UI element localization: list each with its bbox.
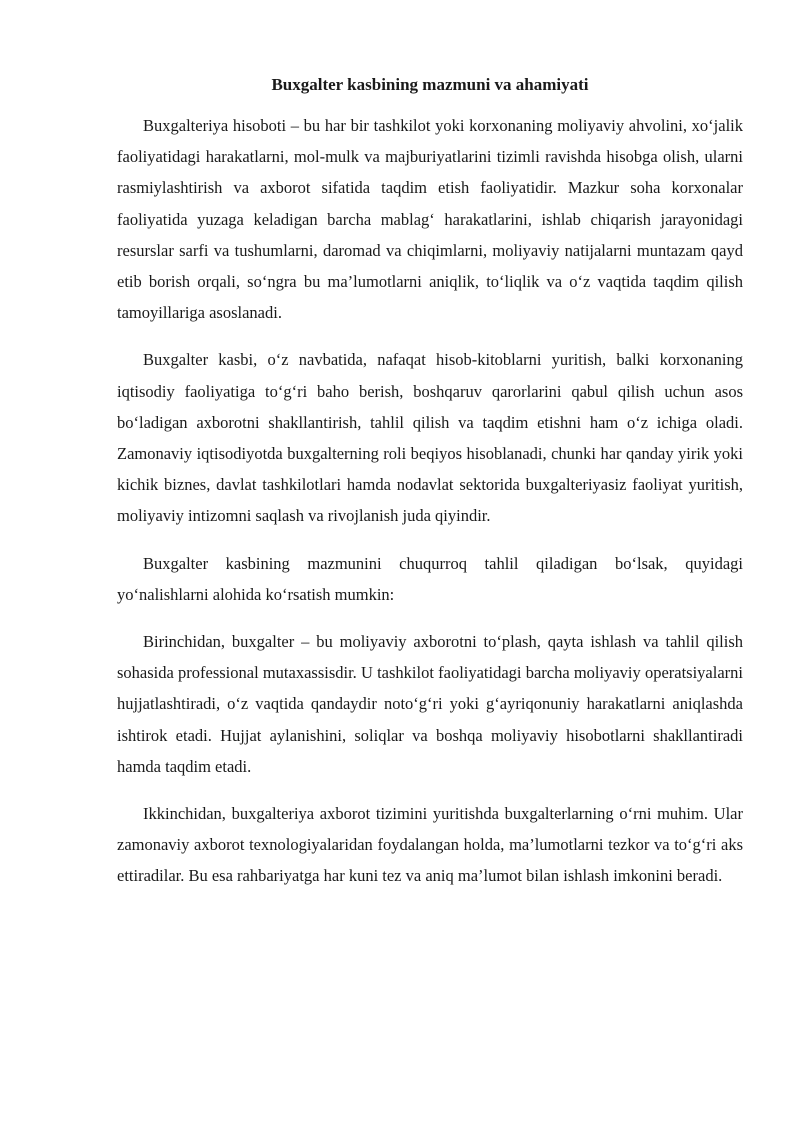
paragraph-1: Buxgalteriya hisoboti – bu har bir tashkilot yoki korxonaning moliyaviy ahvolini, xo‘jalik faoliyatidagi harakatlarni, mol-mulk va majburiyatlarini tizimli ravishda hisobga olish, ularni rasmiylashtirish va axborot sifatida taqdim etish faoliyatidir. Mazkur soha korxonalar faoliyatida yuzaga keladigan barcha mablag‘ harakatlarini, ishlab chiqarish jarayonidagi resurslar sarfi va tushumlarni, daromad va chiqimlarni, moliyaviy natijalarni muntazam qayd etib borish orqali, so‘ngra bu ma’lumotlarni aniqlik, to‘liqlik va o‘z vaqtida taqdim qilish tamoyillariga asoslanadi. [117, 116, 743, 323]
paragraph-2: Buxgalter kasbi, o‘z navbatida, nafaqat hisob-kitoblarni yuritish, balki korxonaning iqtisodiy faoliyatiga to‘g‘ri baho berish, boshqaruv qarorlarini qabul qilish uchun asos bo‘ladigan axborotni shakllantirish, tahlil qilish va taqdim etishni ham o‘z ichiga oladi. Zamonaviy iqtisodiyotda buxgalterning roli beqiyos hisoblanadi, chunki har qanday yirik yoki kichik biznes, davlat tashkilotlari hamda nodavlat sektorida buxgalteriyasiz faoliyat yuritish, moliyaviy intizomni saqlash va rivojlanish juda qiyindir. [117, 350, 743, 526]
paragraph-4: Birinchidan, buxgalter – bu moliyaviy axborotni to‘plash, qayta ishlash va tahlil qilish sohasida professional mutaxassisdir. U tashkilot faoliyatidagi barcha moliyaviy operatsiyalarni hujjatlashtiradi, o‘z vaqtida qandaydir noto‘g‘ri yoki g‘ayriqonuniy harakatlarni aniqlashda ishtirok etadi. Hujjat aylanishini, soliqlar va boshqa moliyaviy hisobotlarni shakllantiradi hamda taqdim etadi. [117, 632, 743, 776]
paragraph-5: Ikkinchidan, buxgalteriya axborot tizimini yuritishda buxgalterlarning o‘rni muhim. Ular zamonaviy axborot texnologiyalaridan foydalangan holda, ma’lumotlarni tezkor va to‘g‘ri aks ettiradilar. Bu esa rahbariyatga har kuni tez va aniq ma’lumot bilan ishlash imkonini beradi. [117, 804, 743, 886]
page-title: Buxgalter kasbining mazmuni va ahamiyati [271, 75, 589, 94]
paragraph-3: Buxgalter kasbining mazmunini chuqurroq tahlil qiladigan bo‘lsak, quyidagi yo‘nalishlarni alohida ko‘rsatish mumkin: [117, 553, 743, 604]
